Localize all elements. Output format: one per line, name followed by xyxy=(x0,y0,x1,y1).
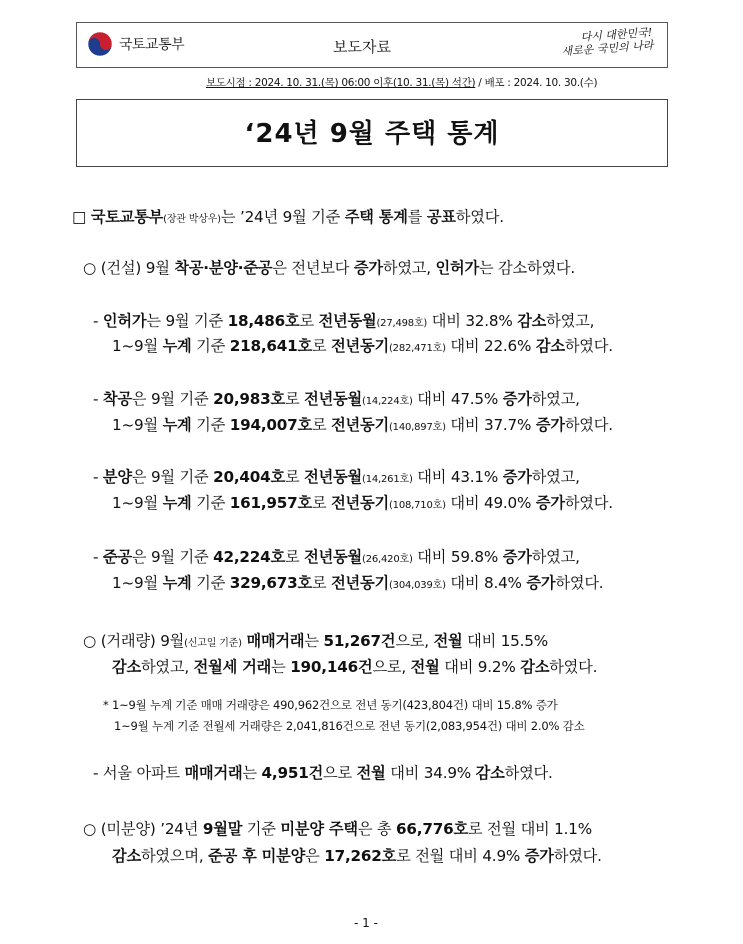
text: 기준 xyxy=(191,494,230,512)
bold-text: 20,983호 xyxy=(213,390,285,408)
bold-text: 준공 후 미분양 xyxy=(208,847,306,865)
bold-text: 전년동월 xyxy=(304,548,362,566)
dash: - xyxy=(93,390,103,408)
text: 는 xyxy=(242,764,262,782)
release-timing xyxy=(206,75,597,90)
slogan-line-1: 다시 대한민국! xyxy=(580,25,653,44)
text: 기준 xyxy=(191,574,230,592)
permits-line-2 xyxy=(112,335,613,356)
construction-paragraph xyxy=(83,257,575,278)
bold-text: 매매거래 xyxy=(184,764,243,782)
ministry-emblem-icon xyxy=(87,31,113,57)
text: 으로 xyxy=(323,764,357,782)
text: 하였고, xyxy=(531,468,580,486)
footnote-1: * 1~9월 누계 기준 매매 거래량은 490,962건으로 전년 동기(423,804건) 대비 15.8% 증가 xyxy=(103,698,558,712)
text: 하였고, xyxy=(531,548,580,566)
lead-bold: 주택 통계 xyxy=(344,208,408,226)
bold-text: 감소 xyxy=(112,658,141,676)
small-note: (신고일 기준) xyxy=(184,638,242,649)
org-name: 국토교통부 xyxy=(90,208,164,226)
circle-bullet: ○ xyxy=(83,632,97,650)
bold-text: 감소 xyxy=(517,312,547,330)
small-note: (14,224호) xyxy=(362,396,413,407)
text: 은 9월 기준 xyxy=(131,390,214,408)
text: 은 총 xyxy=(357,820,397,838)
text: 로 전월 대비 1.1% xyxy=(467,820,592,838)
text: 대비 8.4% xyxy=(445,574,527,592)
section-label: (미분양) xyxy=(100,820,156,838)
text: 하였고, xyxy=(382,259,436,277)
bold-text: 전월 xyxy=(433,632,463,650)
text: 1~9월 xyxy=(112,337,163,355)
bold-text: 인허가 xyxy=(102,312,147,330)
bold-text: 증가 xyxy=(526,574,556,592)
dash: - xyxy=(93,312,103,330)
text: 9월 xyxy=(155,632,185,650)
bold-text: 218,641호 xyxy=(229,337,312,355)
text: 대비 15.5% xyxy=(462,632,548,650)
transactions-line-1 xyxy=(83,630,548,651)
box-bullet: □ xyxy=(72,208,87,226)
text: 로 xyxy=(299,312,319,330)
text: 은 9월 기준 xyxy=(131,468,214,486)
bold-text: 전년동월 xyxy=(318,312,377,330)
text: ’24년 xyxy=(155,820,203,838)
bold-text: 18,486호 xyxy=(227,312,300,330)
bold-text: 전년동기 xyxy=(331,574,389,592)
bold-text: 증가 xyxy=(502,548,532,566)
text: 하였다. xyxy=(564,416,613,434)
text: 하였고, xyxy=(546,312,595,330)
text: 는 감소하였다. xyxy=(478,259,576,277)
dash: - xyxy=(93,548,103,566)
text: 9월 xyxy=(141,259,175,277)
bold-text: 329,673호 xyxy=(229,574,312,592)
bold-text: 증가 xyxy=(535,494,565,512)
bold-text: 전년동기 xyxy=(331,494,389,512)
small-note: (304,039호) xyxy=(388,580,446,591)
bold-text: 190,146건 xyxy=(290,658,373,676)
unsold-line-1 xyxy=(83,818,592,839)
text: 대비 37.7% xyxy=(445,416,536,434)
text: 로 xyxy=(285,390,305,408)
bold-text: 감소 xyxy=(535,337,565,355)
starts-line-2 xyxy=(112,414,613,435)
small-note: (26,420호) xyxy=(362,554,413,565)
bold-text: 194,007호 xyxy=(229,416,312,434)
bold-text: 착공 xyxy=(102,390,132,408)
text: 하였다. xyxy=(553,847,602,865)
text: 하였다. xyxy=(564,337,613,355)
text: 하였다. xyxy=(549,658,598,676)
text: 대비 49.0% xyxy=(445,494,536,512)
bold-text: 감소 xyxy=(112,847,141,865)
bold-text: 미분양 주택 xyxy=(280,820,358,838)
lead-text: 하였다. xyxy=(455,208,504,226)
bold-text: 17,262호 xyxy=(324,847,397,865)
bold-text: 전년동월 xyxy=(304,468,362,486)
bold-text: 증가 xyxy=(502,390,532,408)
document-type: 보도자료 xyxy=(333,38,391,56)
transactions-line-2 xyxy=(112,656,597,677)
bold-text: 전년동월 xyxy=(304,390,362,408)
circle-bullet: ○ xyxy=(83,259,97,277)
bold-text: 전월 xyxy=(410,658,440,676)
page-title: ‘24년 9월 주택 통계 xyxy=(244,119,500,149)
unsold-line-2 xyxy=(112,845,602,866)
sales-line-2 xyxy=(112,492,613,513)
bold-text: 누계 xyxy=(162,416,192,434)
small-note: (14,261호) xyxy=(362,474,413,485)
bold-text: 4,951건 xyxy=(261,764,324,782)
text: 로 전월 대비 4.9% xyxy=(396,847,525,865)
slogan xyxy=(560,26,654,58)
text: 대비 34.9% xyxy=(385,764,476,782)
text: 하였고, xyxy=(140,658,194,676)
release-text: : 2024. 10. 31.(목) 06:00 이후(10. 31.(목) 석간) xyxy=(245,77,476,89)
bold-text: 누계 xyxy=(162,494,192,512)
distribution-date: / 배포 : 2024. 10. 30.(수) xyxy=(475,77,598,89)
bold-text: 증가 xyxy=(524,847,554,865)
sales-line-1 xyxy=(93,466,580,487)
small-note: (282,471호) xyxy=(388,343,446,354)
lead-bold: 공표 xyxy=(426,208,456,226)
text: 하였다. xyxy=(564,494,613,512)
lead-paragraph xyxy=(72,206,504,227)
text: 은 xyxy=(305,847,325,865)
page-number: - 1 - xyxy=(354,916,378,930)
text: 대비 9.2% xyxy=(439,658,521,676)
bold-text: 161,957호 xyxy=(229,494,312,512)
bold-text: 감소 xyxy=(475,764,505,782)
bold-text: 매매거래 xyxy=(246,632,305,650)
text: 로 xyxy=(311,494,332,512)
text: 는 9월 기준 xyxy=(146,312,228,330)
text: 대비 32.8% xyxy=(427,312,518,330)
text: 1~9월 xyxy=(112,494,163,512)
text: 로 xyxy=(285,468,305,486)
text: 은 9월 기준 xyxy=(131,548,214,566)
small-note: (140,897호) xyxy=(388,422,446,433)
text: 기준 xyxy=(191,337,230,355)
bold-text: 66,776호 xyxy=(396,820,468,838)
text: 로 xyxy=(311,574,332,592)
seoul-apartment-line xyxy=(93,762,553,783)
text: - 서울 아파트 xyxy=(93,764,185,782)
starts-line-1 xyxy=(93,388,580,409)
bold-text: 증가 xyxy=(353,259,383,277)
completions-line-2 xyxy=(112,572,603,593)
bold-text: 분양 xyxy=(102,468,132,486)
permits-line-1 xyxy=(93,310,594,331)
small-note: (108,710호) xyxy=(388,500,446,511)
text: 로 xyxy=(285,548,305,566)
press-release-header xyxy=(76,22,668,68)
text: 로 xyxy=(311,416,332,434)
circle-bullet: ○ xyxy=(83,820,97,838)
title-box xyxy=(76,99,668,167)
bold-text: 증가 xyxy=(502,468,532,486)
section-label: (건설) xyxy=(100,259,142,277)
bold-text: 누계 xyxy=(162,574,192,592)
small-note: (27,498호) xyxy=(376,318,428,329)
bold-text: 증가 xyxy=(535,416,565,434)
text: 대비 47.5% xyxy=(412,390,503,408)
bold-text: 인허가 xyxy=(435,259,479,277)
text: 은 전년보다 xyxy=(272,259,354,277)
bold-text: 전년동기 xyxy=(331,416,389,434)
text: 하였고, xyxy=(531,390,580,408)
bold-text: 42,224호 xyxy=(213,548,285,566)
text: 기준 xyxy=(191,416,230,434)
bold-text: 20,404호 xyxy=(213,468,285,486)
ministry-logo-group xyxy=(87,31,184,57)
bold-text: 9월말 xyxy=(202,820,243,838)
text: 기준 xyxy=(242,820,281,838)
text: 1~9월 xyxy=(112,416,163,434)
bold-text: 전년동기 xyxy=(331,337,389,355)
release-prefix: 보도시점 xyxy=(206,77,246,89)
text: 으로, xyxy=(395,632,434,650)
dash: - xyxy=(93,468,103,486)
text: 하였으며, xyxy=(140,847,209,865)
text: 대비 59.8% xyxy=(412,548,503,566)
lead-text: 를 xyxy=(407,208,427,226)
ministry-name: 국토교통부 xyxy=(119,37,185,53)
text: 로 xyxy=(311,337,332,355)
bold-text: 감소 xyxy=(520,658,550,676)
text: 으로, xyxy=(372,658,411,676)
text: 는 xyxy=(271,658,291,676)
text: 하였다. xyxy=(555,574,604,592)
footnote-2: 1~9월 누계 기준 전월세 거래량은 2,041,816건으로 전년 동기(2,083,954건) 대비 2.0% 감소 xyxy=(114,719,585,733)
text: 대비 22.6% xyxy=(445,337,536,355)
bold-text: 누계 xyxy=(162,337,192,355)
bold-text: 전월 xyxy=(356,764,386,782)
completions-line-1 xyxy=(93,546,580,567)
bold-text: 전월세 거래 xyxy=(193,658,272,676)
section-label: (거래량) xyxy=(100,632,156,650)
text: 하였다. xyxy=(504,764,553,782)
slogan-line-2: 새로운 국민의 나라 xyxy=(561,38,654,59)
lead-text: 는 ’24년 9월 기준 xyxy=(220,208,345,226)
minister-note: (장관 박상우) xyxy=(163,214,221,225)
bold-text: 51,267건 xyxy=(323,632,396,650)
text: 는 xyxy=(304,632,324,650)
text: 대비 43.1% xyxy=(412,468,503,486)
bold-text: 착공·분양·준공 xyxy=(174,259,273,277)
text: 1~9월 xyxy=(112,574,163,592)
bold-text: 준공 xyxy=(102,548,132,566)
